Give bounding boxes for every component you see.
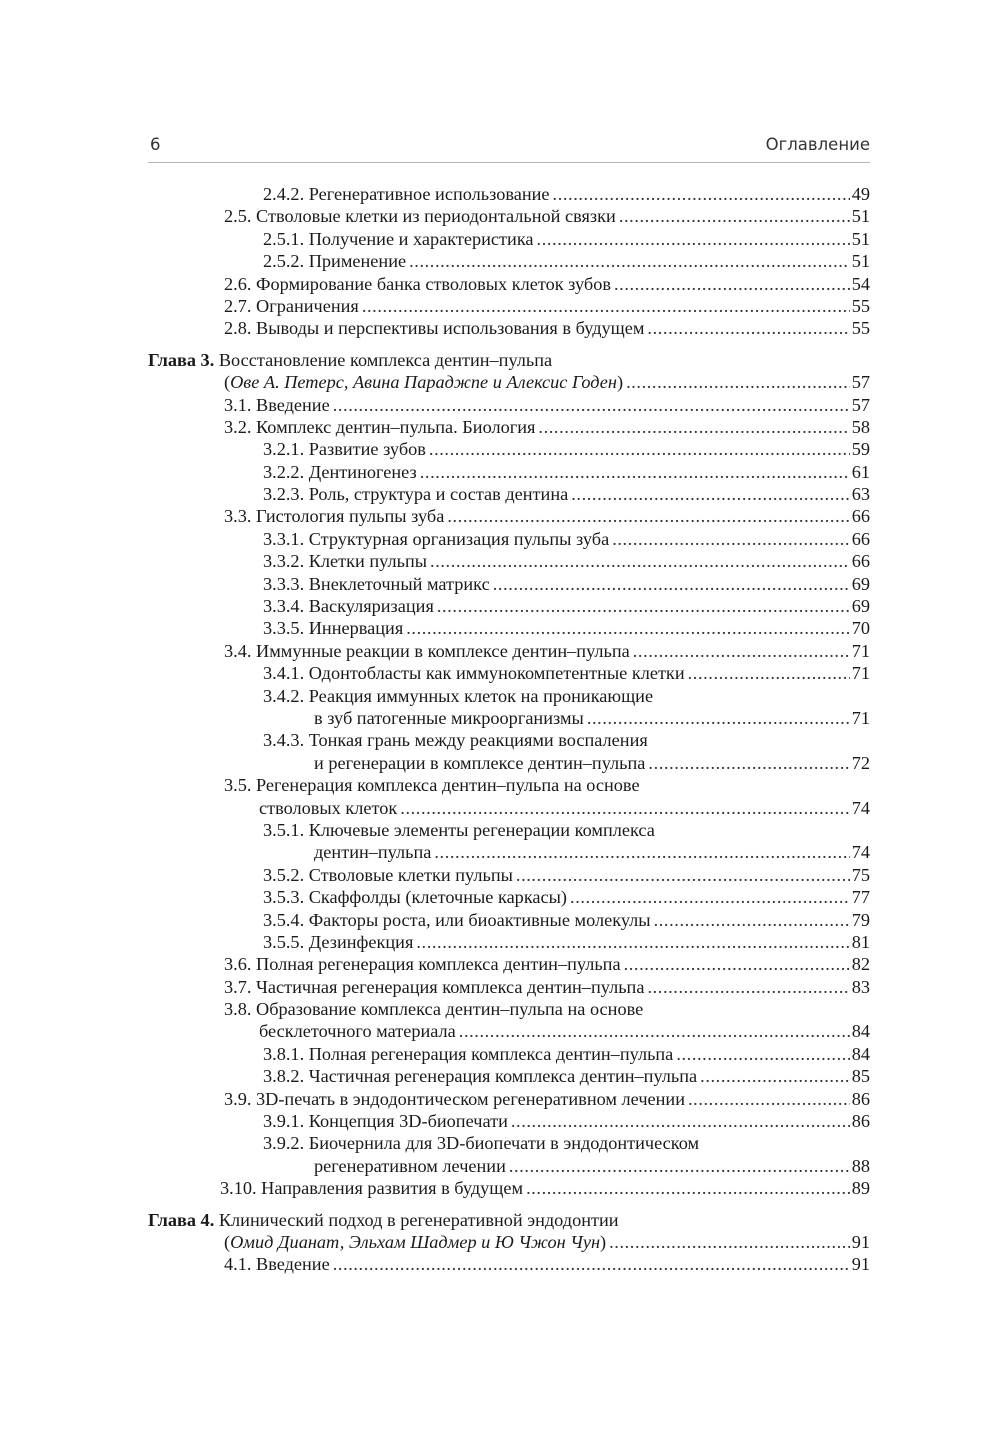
toc-entry-3-8-2[interactable]: [148, 1065, 870, 1087]
toc-entry-3-3-3[interactable]: [148, 573, 870, 595]
entry-label: [263, 228, 534, 250]
entry-title: Ограничения: [256, 295, 359, 316]
entry-label: [263, 438, 426, 460]
paren-open: (: [224, 1231, 231, 1252]
dot-leader: [676, 1043, 849, 1065]
entry-number: 2.8.: [224, 318, 252, 339]
entry-title: Развитие зубов: [308, 439, 426, 460]
entry-title: Регенеративное использование: [308, 184, 550, 204]
entry-page: 59: [851, 439, 870, 460]
dot-leader: [587, 707, 850, 729]
entry-title: Комплекс дентин–пульпа. Биология: [256, 416, 536, 437]
entry-number: 3.9.: [224, 1088, 252, 1109]
entry-label: [224, 505, 444, 527]
chapter-title: Клинический подход в регенеративной эндодонтии: [218, 1209, 619, 1230]
entry-title: Частичная регенерация комплекса дентин–пульпа: [308, 1066, 698, 1087]
dot-leader: [400, 797, 849, 819]
entry-number: 2.7.: [224, 295, 252, 316]
entry-number: 3.2.3.: [263, 484, 305, 505]
entry-title: Формирование банка стволовых клеток зубов: [256, 273, 611, 294]
dot-leader: [654, 909, 850, 931]
entry-number: 3.5.4.: [263, 909, 305, 930]
entry-title: Получение и характеристика: [308, 228, 534, 249]
entry-label: [263, 183, 550, 205]
dot-leader: [700, 1065, 850, 1087]
entry-title: Полная регенерация комплекса дентин–пульпа: [256, 954, 621, 975]
entry-title: Выводы и перспективы использования в будущем: [256, 318, 645, 339]
entry-label: [263, 483, 568, 505]
dot-leader: [538, 416, 849, 438]
toc-entry-3-4-1[interactable]: [148, 662, 870, 684]
toc-entry-3-5-cont[interactable]: [148, 797, 870, 819]
entry-title: Клетки пульпы: [308, 551, 428, 572]
entry-label: [224, 953, 621, 975]
entry-number: 3.8.1.: [263, 1043, 305, 1064]
author-names: Омид Дианат, Эльхам Шадмер и Ю Чжон Чун: [230, 1231, 601, 1252]
entry-page: 91: [851, 1231, 870, 1252]
dot-leader: [420, 461, 850, 483]
entry-label: [224, 273, 611, 295]
entry-label: [263, 1065, 697, 1087]
chapter-authors: [224, 371, 623, 393]
dot-leader: [553, 183, 850, 205]
entry-number: 3.7.: [224, 976, 252, 997]
entry-title-continued: регенеративном лечении: [314, 1155, 506, 1176]
toc-entry-3-5-1-cont[interactable]: [148, 841, 870, 863]
entry-label: [224, 976, 644, 998]
entry-number: 3.3.1.: [263, 528, 305, 549]
entry-title-continued: стволовых клеток: [259, 797, 398, 818]
entry-page: 71: [851, 707, 870, 728]
entry-title: Стволовые клетки пульпы: [308, 864, 513, 885]
dot-leader: [333, 1253, 850, 1275]
entry-page: 51: [851, 228, 870, 249]
entry-label: [263, 662, 685, 684]
dot-leader: [447, 505, 849, 527]
entry-page: 86: [851, 1088, 870, 1109]
entry-title-continued: и регенерации в комплексе дентин–пульпа: [314, 752, 646, 773]
entry-title: Тонкая грань между реакциями воспаления: [308, 730, 648, 751]
entry-number: 3.8.: [224, 999, 252, 1020]
running-header: [148, 133, 870, 159]
entry-page: 51: [851, 251, 870, 272]
dot-leader: [626, 371, 850, 393]
entry-number: 3.3.3.: [263, 573, 305, 594]
entry-label: [263, 1110, 508, 1132]
entry-number: 3.5.: [224, 775, 252, 796]
toc-entry-3-9-2[interactable]: [148, 1132, 870, 1154]
entry-title: Роль, структура и состав дентина: [308, 484, 569, 505]
paren-close: ): [616, 372, 624, 393]
page-number: 6: [150, 135, 161, 154]
chapter-label: Глава 3.: [148, 349, 215, 370]
entry-number: 3.5.1.: [263, 819, 305, 840]
entry-title: Частичная регенерация комплекса дентин–пульпа: [256, 976, 645, 997]
entry-number: 2.6.: [224, 273, 252, 294]
entry-title-continued: дентин–пульпа: [314, 842, 432, 863]
entry-page: 74: [851, 797, 870, 818]
chapter-heading-text: [148, 1209, 619, 1231]
entry-title: Иммунные реакции в комплексе дентин–пульпа: [256, 640, 630, 661]
dot-leader: [688, 662, 850, 684]
paren-open: (: [224, 372, 231, 393]
toc-entry-3-8-1[interactable]: [148, 1043, 870, 1065]
toc-entry-3-9-1[interactable]: [148, 1110, 870, 1132]
entry-label: [224, 205, 616, 227]
toc-entry-2-4-2[interactable]: [148, 183, 870, 205]
entry-page: 79: [851, 909, 870, 930]
toc-entry-3-5-5[interactable]: [148, 931, 870, 953]
entry-number: 4.1.: [224, 1254, 252, 1275]
toc-entry-3-10[interactable]: [148, 1177, 870, 1199]
toc-entry-2-6[interactable]: [148, 273, 870, 295]
entry-page: 66: [851, 506, 870, 527]
author-names: Ове А. Петерс, Авина Параджпе и Алексис Годен: [230, 372, 617, 393]
entry-label: [263, 864, 513, 886]
entry-number: 3.2.2.: [263, 461, 305, 482]
toc-entry-2-5-1[interactable]: [148, 228, 870, 250]
entry-label: [224, 295, 359, 317]
toc-entry-3-4-2[interactable]: [148, 685, 870, 707]
entry-title: Внеклеточный матрикс: [308, 573, 490, 594]
entry-label: [220, 1177, 523, 1199]
chapter-label: Глава 4.: [148, 1209, 215, 1230]
chapter-4-heading[interactable]: [148, 1209, 870, 1231]
toc-entry-3-4[interactable]: [148, 640, 870, 662]
entry-page: 55: [851, 318, 870, 339]
entry-label: [263, 819, 655, 841]
entry-label: [263, 595, 434, 617]
toc-entry-3-3-1[interactable]: [148, 528, 870, 550]
entry-label: [224, 640, 630, 662]
entry-title: Регенерация комплекса дентин–пульпа на основе: [256, 775, 640, 796]
toc-entry-3-2-2[interactable]: [148, 461, 870, 483]
running-title: Оглавление: [765, 135, 870, 154]
entry-title: Дентиногенез: [308, 461, 417, 482]
chapter-3-authors[interactable]: [148, 371, 870, 393]
entry-number: 3.3.5.: [263, 618, 305, 639]
entry-title: Иннервация: [308, 618, 404, 639]
chapter-4-authors[interactable]: [148, 1231, 870, 1253]
entry-title: Гистология пульпы зуба: [256, 506, 445, 527]
entry-page: 51: [851, 206, 870, 227]
toc-entry-3-5-4[interactable]: [148, 909, 870, 931]
dot-leader: [612, 528, 850, 550]
dot-leader: [493, 573, 850, 595]
entry-title: Структурная организация пульпы зуба: [308, 528, 610, 549]
dot-leader: [609, 1231, 850, 1253]
entry-label: [224, 774, 640, 796]
entry-page: 85: [851, 1066, 870, 1087]
dot-leader: [633, 640, 850, 662]
entry-page: 57: [851, 372, 870, 393]
entry-page: 72: [851, 752, 870, 773]
entry-page: 82: [851, 954, 870, 975]
dot-leader: [516, 864, 850, 886]
dot-leader: [434, 841, 849, 863]
entry-page: 71: [851, 640, 870, 661]
entry-page: 70: [851, 618, 870, 639]
toc-entry-3-3[interactable]: [148, 505, 870, 527]
entry-label: [263, 550, 427, 572]
entry-title: Стволовые клетки из периодонтальной связки: [256, 206, 616, 227]
toc-entry-3-8[interactable]: [148, 998, 870, 1020]
entry-title: Образование комплекса дентин–пульпа на основе: [256, 999, 644, 1020]
entry-number: 3.3.2.: [263, 551, 305, 572]
toc-entry-2-5[interactable]: [148, 205, 870, 227]
toc-entry-3-6[interactable]: [148, 953, 870, 975]
entry-label: [263, 573, 490, 595]
toc-entry-3-5[interactable]: [148, 774, 870, 796]
entry-number: 3.5.3.: [263, 887, 305, 908]
dot-leader: [614, 273, 850, 295]
entry-number: 3.2.1.: [263, 439, 305, 460]
entry-label: [263, 1043, 673, 1065]
dot-leader: [647, 976, 849, 998]
entry-number: 3.9.2.: [263, 1133, 305, 1154]
entry-page: 91: [851, 1254, 870, 1275]
dot-leader: [619, 205, 850, 227]
dot-leader: [688, 1088, 850, 1110]
entry-label: [263, 886, 567, 908]
entry-page: 84: [851, 1043, 870, 1064]
toc-entry-3-9[interactable]: [148, 1088, 870, 1110]
entry-page: 55: [851, 295, 870, 316]
entry-page: 57: [851, 394, 870, 415]
entry-number: 3.9.1.: [263, 1111, 305, 1132]
entry-title: Скаффолды (клеточные каркасы): [308, 887, 568, 908]
entry-title: Ключевые элементы регенерации комплекса: [308, 819, 655, 840]
entry-page: 84: [851, 1021, 870, 1042]
entry-number: 3.5.2.: [263, 864, 305, 885]
toc-entry-3-9-2-cont[interactable]: [148, 1155, 870, 1177]
entry-title: Васкуляризация: [308, 596, 434, 617]
entry-number: 3.4.: [224, 640, 252, 661]
toc-entry-4-1[interactable]: [148, 1253, 870, 1275]
dot-leader: [416, 931, 849, 953]
entry-label: [224, 1253, 330, 1275]
spacer: [148, 1200, 870, 1209]
entry-page: 58: [851, 416, 870, 437]
entry-number: 3.4.2.: [263, 685, 305, 706]
entry-number: 2.5.2.: [263, 251, 305, 272]
entry-label: [224, 1088, 685, 1110]
entry-page: 75: [851, 864, 870, 885]
entry-page: 77: [851, 887, 870, 908]
entry-title-continued: в зуб патогенные микроорганизмы: [314, 707, 584, 728]
entry-label: [224, 317, 644, 339]
entry-page: 61: [851, 461, 870, 482]
entry-title: Полная регенерация комплекса дентин–пульпа: [308, 1043, 674, 1064]
entry-page: 63: [851, 484, 870, 505]
toc-entry-3-5-1[interactable]: [148, 819, 870, 841]
dot-leader: [571, 483, 849, 505]
entry-title: Факторы роста, или биоактивные молекулы: [308, 909, 651, 930]
entry-title: Реакция иммунных клеток на проникающие: [308, 685, 654, 706]
entry-label: [224, 416, 535, 438]
entry-title: Применение: [308, 251, 407, 272]
chapter-title: Восстановление комплекса дентин–пульпа: [218, 349, 553, 370]
entry-title: Дезинфекция: [308, 931, 414, 952]
dot-leader: [333, 394, 850, 416]
toc-entry-2-5-2[interactable]: [148, 250, 870, 272]
entry-number: 3.1.: [224, 394, 252, 415]
entry-label: [263, 909, 651, 931]
entry-label: [263, 461, 417, 483]
entry-title: Введение: [256, 1254, 330, 1275]
header-rule: [148, 162, 870, 163]
entry-page: 86: [851, 1111, 870, 1132]
entry-label: [263, 1132, 699, 1154]
entry-number: 3.10.: [220, 1178, 257, 1199]
entry-page: 81: [851, 931, 870, 952]
entry-label: [263, 250, 406, 272]
toc-entry-3-3-5[interactable]: [148, 617, 870, 639]
dot-leader: [429, 438, 850, 460]
entry-label: [263, 528, 609, 550]
toc-entry-3-4-3[interactable]: [148, 729, 870, 751]
entry-label: [224, 394, 330, 416]
toc-entry-3-2[interactable]: [148, 416, 870, 438]
dot-leader: [624, 953, 850, 975]
entry-title: Концепция 3D-биопечати: [308, 1111, 508, 1132]
entry-page: 66: [851, 551, 870, 572]
entry-page: 54: [851, 273, 870, 294]
dot-leader: [430, 550, 850, 572]
entry-page: 66: [851, 528, 870, 549]
toc-entry-3-2-3[interactable]: [148, 483, 870, 505]
spacer: [148, 340, 870, 349]
entry-title-continued: бесклеточного материала: [259, 1021, 456, 1042]
entry-label: [224, 998, 643, 1020]
toc-entry-3-5-2[interactable]: [148, 864, 870, 886]
entry-page: 69: [851, 573, 870, 594]
entry-number: 3.4.1.: [263, 663, 305, 684]
entry-page: 74: [851, 842, 870, 863]
dot-leader: [459, 1020, 850, 1042]
toc-entry-3-7[interactable]: [148, 976, 870, 998]
entry-number: 3.3.: [224, 506, 252, 527]
entry-label: [263, 685, 653, 707]
chapter-authors: [224, 1231, 606, 1253]
entry-number: 3.2.: [224, 416, 252, 437]
entry-number: 2.4.2.: [263, 184, 305, 204]
entry-number: 3.6.: [224, 954, 252, 975]
entry-page: 83: [851, 976, 870, 997]
toc-entry-2-8[interactable]: [148, 317, 870, 339]
dot-leader: [437, 595, 850, 617]
entry-title: Введение: [256, 394, 330, 415]
entry-number: 3.3.4.: [263, 596, 305, 617]
dot-leader: [406, 617, 849, 639]
chapter-heading-text: [148, 349, 552, 371]
toc-entry-3-8-cont[interactable]: [148, 1020, 870, 1042]
dot-leader: [511, 1110, 850, 1132]
entry-title: Одонтобласты как иммунокомпетентные клетки: [308, 663, 685, 684]
entry-label: [263, 729, 648, 751]
entry-title: Биочернила для 3D-биопечати в эндодонтическом: [308, 1133, 700, 1154]
toc-entry-3-4-2-cont[interactable]: [148, 707, 870, 729]
entry-label: [263, 617, 403, 639]
toc-entry-3-3-2[interactable]: [148, 550, 870, 572]
chapter-3-heading[interactable]: [148, 349, 870, 371]
dot-leader: [647, 317, 849, 339]
entry-page: 89: [851, 1178, 870, 1199]
entry-page: 69: [851, 596, 870, 617]
dot-leader: [537, 228, 850, 250]
dot-leader: [362, 295, 850, 317]
entry-number: 2.5.: [224, 206, 252, 227]
toc-entry-3-5-3[interactable]: [148, 886, 870, 908]
toc-entry-3-1[interactable]: [148, 394, 870, 416]
entry-number: 3.8.2.: [263, 1066, 305, 1087]
dot-leader: [526, 1177, 850, 1199]
entry-number: 3.4.3.: [263, 730, 305, 751]
entry-page: 71: [851, 663, 870, 684]
entry-title: Направления развития в будущем: [261, 1178, 524, 1199]
entry-number: 3.5.5.: [263, 931, 305, 952]
dot-leader: [648, 752, 849, 774]
entry-label: [263, 931, 413, 953]
dot-leader: [570, 886, 850, 908]
toc-entry-2-7[interactable]: [148, 295, 870, 317]
table-of-contents: [148, 183, 870, 1276]
toc-entry-3-3-4[interactable]: [148, 595, 870, 617]
entry-title: 3D-печать в эндодонтическом регенеративном лечении: [256, 1088, 685, 1109]
dot-leader: [409, 250, 850, 272]
toc-entry-3-2-1[interactable]: [148, 438, 870, 460]
toc-entry-3-4-3-cont[interactable]: [148, 752, 870, 774]
dot-leader: [509, 1155, 850, 1177]
entry-page: 88: [851, 1155, 870, 1176]
entry-page: 49: [851, 184, 870, 204]
paren-close: ): [600, 1231, 607, 1252]
entry-number: 2.5.1.: [263, 228, 305, 249]
